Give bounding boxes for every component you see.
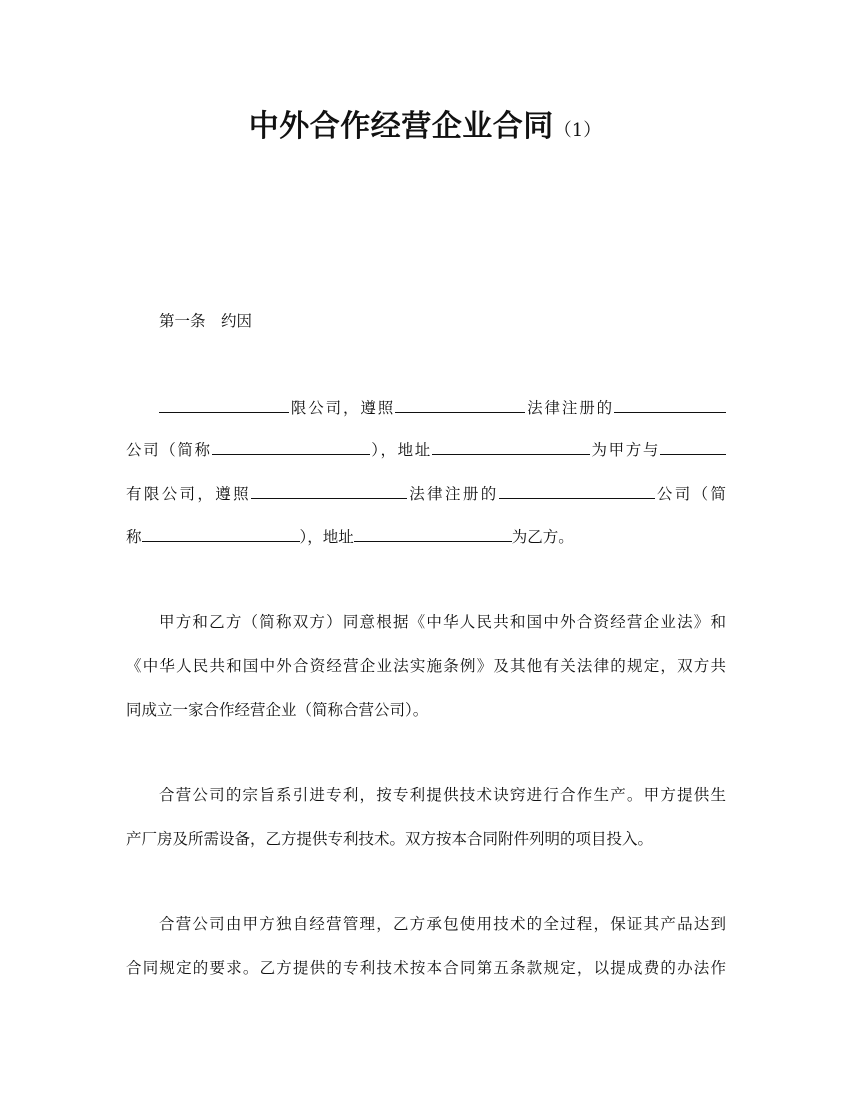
blank-field [212, 440, 370, 455]
paragraph-line: 同成立一家合作经营企业（简称合营公司）。 [126, 701, 429, 719]
parties-line-3 [126, 483, 726, 505]
article-heading: 第一条 约因 [159, 312, 253, 330]
paragraph-line: 产厂房及所需设备，乙方提供专利技术。双方按本合同附件列明的项目投入。 [126, 830, 654, 848]
title-suffix-text: （1） [553, 120, 602, 141]
blank-field [354, 527, 512, 542]
blank-field [251, 484, 407, 499]
paragraph-line: 合营公司的宗旨系引进专利，按专利提供技术诀窍进行合作生产。甲方提供生 [159, 786, 726, 804]
title-main-text: 中外合作经营企业合同 [248, 109, 554, 144]
parties-text: 公司（简称 [126, 441, 212, 459]
parties-line-4 [126, 526, 726, 548]
parties-text: 限公司，遵照 [289, 399, 396, 417]
parties-text: ），地址 [299, 528, 354, 546]
document-title [0, 101, 850, 145]
parties-text: ），地址 [369, 441, 432, 459]
paragraph-line: 《中华人民共和国中外合资经营企业法实施条例》及其他有关法律的规定，双方共 [126, 657, 726, 675]
blank-field [614, 398, 726, 413]
parties-line-1 [159, 397, 726, 419]
paragraph-line: 甲方和乙方（简称双方）同意根据《中华人民共和国中外合资经营企业法》和 [159, 613, 726, 631]
parties-text: 称 [126, 528, 142, 546]
parties-text: 为甲方与 [589, 441, 660, 459]
blank-field [159, 398, 289, 413]
blank-field [499, 484, 655, 499]
paragraph-line: 合营公司由甲方独自经营管理，乙方承包使用技术的全过程，保证其产品达到 [159, 915, 726, 933]
parties-line-2 [126, 439, 726, 461]
parties-text: 法律注册的 [406, 485, 499, 503]
paragraph-line: 合同规定的要求。乙方提供的专利技术按本合同第五条款规定，以提成费的办法作 [126, 959, 726, 977]
blank-field [395, 398, 525, 413]
parties-text: 有限公司，遵照 [126, 485, 251, 503]
parties-text: 法律注册的 [525, 399, 614, 417]
parties-text: 公司（简 [654, 485, 726, 503]
blank-field [660, 440, 726, 455]
blank-field [142, 527, 300, 542]
parties-text: 为乙方。 [511, 528, 574, 546]
blank-field [432, 440, 590, 455]
